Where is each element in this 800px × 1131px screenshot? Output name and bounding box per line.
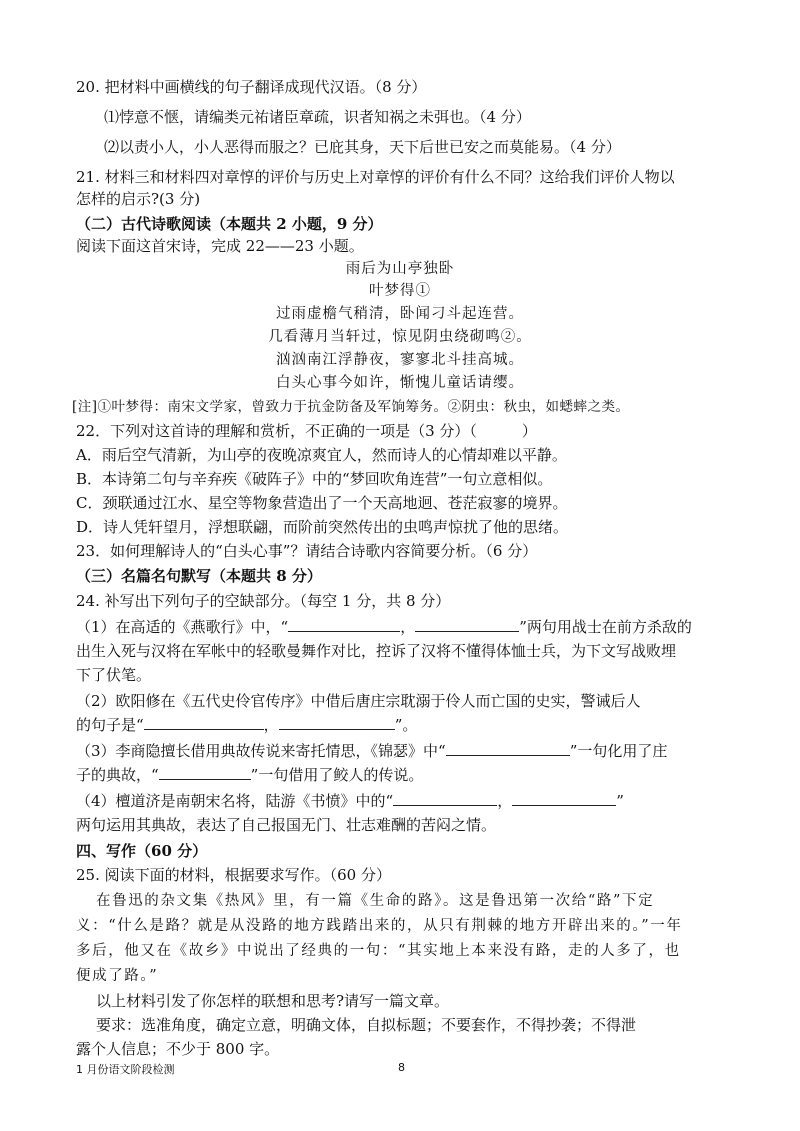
q23-stem: 23．如何理解诗人的“白头心事”？请结合诗歌内容简要分析。（6 分） — [76, 542, 538, 560]
section2-heading: （二）古代诗歌阅读（本题共 2 小题，9 分） — [76, 215, 383, 233]
poem-note: [注]①叶梦得：南宋文学家，曾致力于抗金防备及军饷筹务。②阴虫：秋虫，如蟋蟀之类。 — [72, 399, 630, 415]
q22-option-b: B．本诗第二句与辛弃疾《破阵子》中的“梦回吹角连营”一句立意相似。 — [76, 470, 553, 488]
q24-3-text-b: ”一句化用了庄 — [569, 742, 668, 760]
q25-stem: 25. 阅读下面的材料，根据要求写作。（60 分） — [76, 866, 391, 884]
blank-2[interactable] — [415, 616, 519, 632]
blank-1[interactable] — [288, 616, 400, 632]
q24-stem: 24. 补写出下列句子的空缺部分。（每空 1 分，共 8 分） — [76, 592, 451, 610]
q24-4-text-c: ” — [616, 792, 624, 810]
blank-8[interactable] — [512, 790, 616, 806]
q24-item-2: （2）欧阳修在《五代史伶官传序》中借后唐庄宗耽溺于伶人而亡国的史实，警诫后人 — [76, 692, 641, 710]
section4-heading: 四、写作（60 分） — [76, 842, 208, 860]
q21-line-2: 怎样的启示?(3 分) — [76, 190, 201, 208]
q24-item-3-cont — [76, 764, 740, 786]
q20-sentence-2: ⑵以责小人，小人恶得而服之？已庇其身，天下后世已安之而莫能易。（4 分） — [104, 138, 621, 156]
q24-2-text-d: ”。 — [394, 716, 418, 734]
footer-title: 1 月份语文阶段检测 — [76, 1063, 175, 1076]
q24-3-text-d: ”一句借用了鲛人的传说。 — [250, 766, 424, 784]
q24-4-text-a: （4）檀道济是南朝宋名将，陆游《书愤》中的“ — [76, 792, 394, 810]
blank-4[interactable] — [279, 714, 395, 730]
poem-line-3: 汹汹南江浮静夜，寥寥北斗挂高城。 — [276, 352, 524, 368]
q22-option-c: C．颈联通过江水、星空等物象营造出了一个天高地迥、苍茫寂寥的境界。 — [76, 494, 568, 512]
q24-4-text-b: ， — [497, 792, 513, 810]
poem-line-4: 白头心事今如许，惭愧儿童话请缨。 — [276, 375, 524, 391]
section3-heading: （三）名篇名句默写（本题共 8 分） — [76, 567, 322, 585]
poem-line-1: 过雨虚檐气稍清，卧闻刁斗起连营。 — [276, 306, 524, 322]
q24-1-text-a: （1）在高适的《燕歌行》中，“ — [76, 618, 289, 636]
q24-item-2-cont — [76, 714, 740, 736]
page-number: 8 — [398, 1061, 405, 1074]
q25-material-3: 多后，他又在《故乡》中说出了经典的一句：“其实地上本来没有路，走的人多了，也 — [76, 943, 681, 959]
q24-2-text-b: 的句子是“ — [76, 716, 144, 734]
poem-author: 叶梦得① — [369, 283, 431, 299]
q25-material-1: 在鲁迅的杂文集《热风》里，有一篇《生命的路》。这是鲁迅第一次给“路”下定 — [96, 893, 655, 909]
blank-6[interactable] — [159, 764, 251, 780]
q21-line-1: 21. 材料三和材料四对章惇的评价与历史上对章惇的评价有什么不同？这给我们评价人物以 — [76, 168, 675, 186]
q25-material-2: 义：“什么是路？就是从没路的地方践踏出来的，从只有荆棘的地方开辟出来的。”一年 — [76, 918, 683, 934]
poem-line-2: 几看薄月当轩过，惊见阴虫绕砌鸣②。 — [268, 329, 532, 345]
q24-1-text-b: ， — [400, 618, 416, 636]
q25-requirement-2: 露个人信息；不少于 800 字。 — [76, 1040, 280, 1058]
q24-item-3 — [76, 740, 740, 762]
q22-stem: 22．下列对这首诗的理解和赏析，不正确的一项是（3 分）（ ） — [76, 422, 537, 440]
q24-item-1-cont: 出生入死与汉将在军帐中的轻歌曼舞作对比，控诉了汉将不懂得体恤士兵，为下文写战败埋 — [76, 642, 677, 660]
q20-title: 20. 把材料中画横线的句子翻译成现代汉语。（8 分） — [76, 78, 427, 96]
q25-requirement-1: 要求：选准角度，确定立意，明确文体，自拟标题；不要套作，不得抄袭；不得泄 — [96, 1016, 637, 1034]
q25-prompt: 以上材料引发了你怎样的联想和思考?请写一篇文章。 — [96, 992, 450, 1010]
blank-7[interactable] — [393, 790, 497, 806]
q22-option-a: A．雨后空气清新，为山亭的夜晚凉爽宜人，然而诗人的心情却难以平静。 — [76, 446, 567, 464]
q24-2-text-c: ， — [263, 716, 279, 734]
blank-5[interactable] — [446, 740, 570, 756]
blank-3[interactable] — [144, 714, 264, 730]
poem-title: 雨后为山亭独卧 — [345, 261, 455, 277]
q24-1-text-c: ”两句用战士在前方杀敌的 — [519, 618, 692, 636]
q24-item-1 — [76, 616, 740, 638]
q24-3-text-c: 子的典故，“ — [76, 766, 159, 784]
q25-material-4: 便成了路。” — [76, 968, 159, 984]
q24-item-4-cont: 两句运用其典故，表达了自己报国无门、壮志难酬的苦闷之情。 — [76, 816, 497, 834]
q24-3-text-a: （3）李商隐擅长借用典故传说来寄托情思，《锦瑟》中“ — [76, 742, 446, 760]
q24-item-1-end: 下了伏笔。 — [76, 666, 152, 684]
section2-intro: 阅读下面这首宋诗，完成 22——23 小题。 — [76, 237, 364, 255]
q20-sentence-1: ⑴悖意不惬，请编类元祐诸臣章疏，识者知祸之未弭也。（4 分） — [104, 108, 531, 126]
q22-option-d: D．诗人凭轩望月，浮想联翩，而阶前突然传出的虫鸣声惊扰了他的思绪。 — [76, 518, 569, 536]
q24-item-4 — [76, 790, 740, 812]
